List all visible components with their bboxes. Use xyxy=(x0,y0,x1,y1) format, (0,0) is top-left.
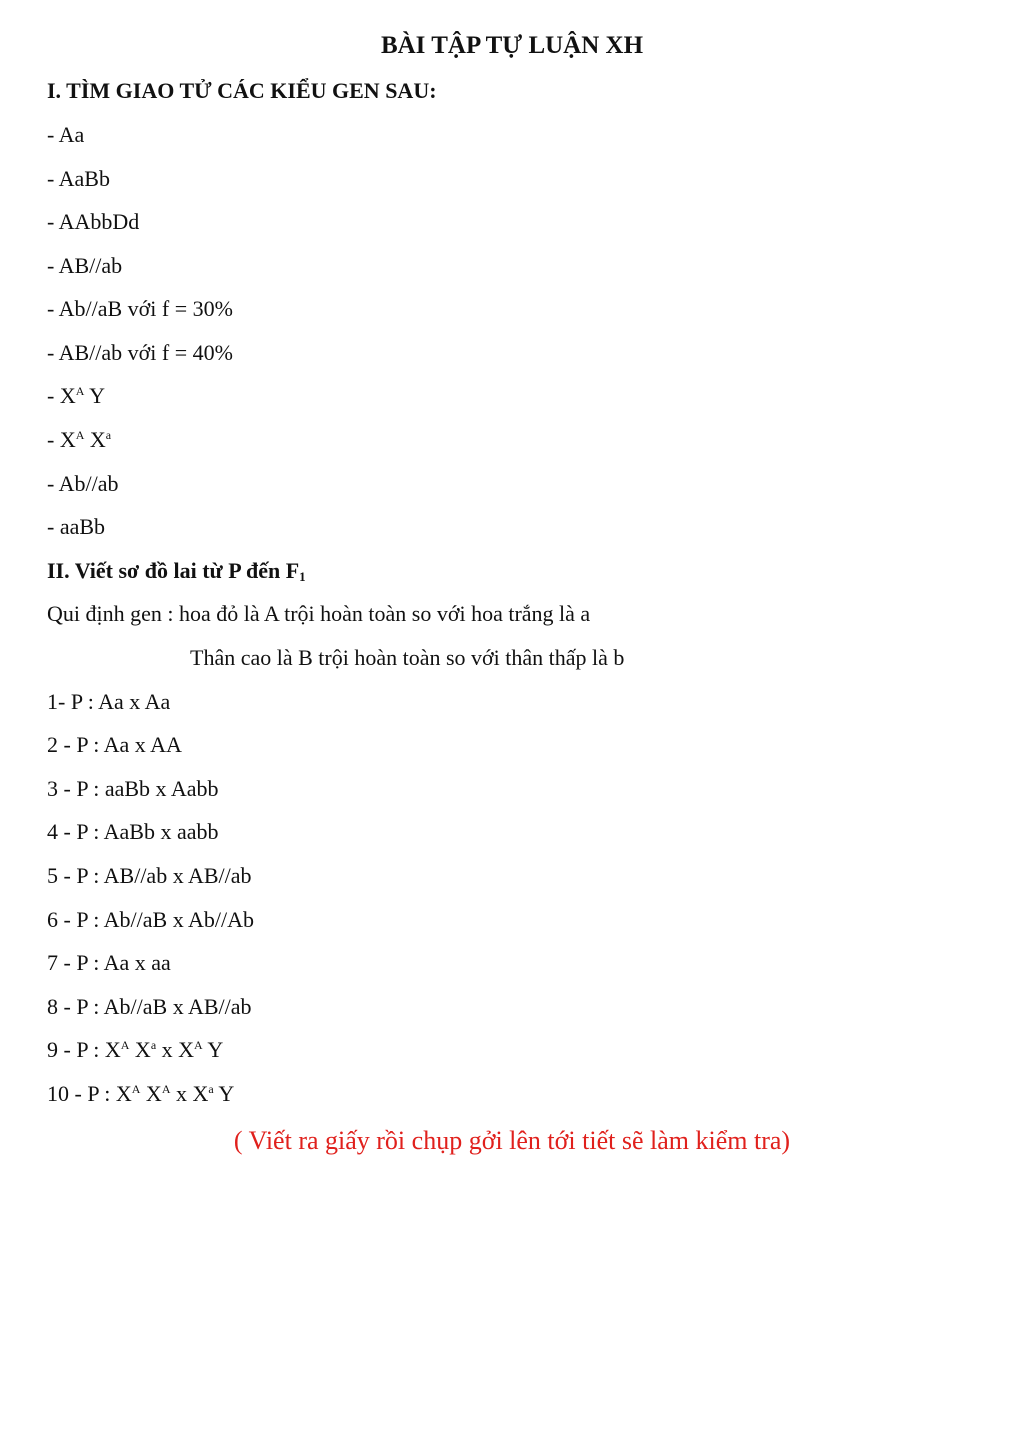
gamete-item-8 xyxy=(47,425,111,455)
cross-item-5: 5 - P : AB//ab x AB//ab xyxy=(47,863,252,888)
cross-item-9-sup1: A xyxy=(120,1038,130,1052)
section2-heading-main: II. Viết sơ đồ lai từ P đến F xyxy=(47,558,300,583)
section2-heading xyxy=(47,556,306,586)
cross-item-9-part3: x X xyxy=(156,1037,195,1062)
gamete-item-10: - aaBb xyxy=(47,514,106,539)
gamete-item-6: - AB//ab với f = 40% xyxy=(47,340,233,365)
section1-heading: I. TÌM GIAO TỬ CÁC KIỂU GEN SAU: xyxy=(47,78,437,103)
gamete-item-9: - Ab//ab xyxy=(47,471,119,496)
gamete-item-7 xyxy=(47,381,105,411)
cross-item-7: 7 - P : Aa x aa xyxy=(47,950,171,975)
gamete-item-8-prefix: - X xyxy=(47,427,76,452)
gamete-item-7-rest: Y xyxy=(84,383,105,408)
cross-item-2: 2 - P : Aa x AA xyxy=(47,732,182,757)
cross-item-3: 3 - P : aaBb x Aabb xyxy=(47,776,219,801)
cross-item-10-sup1: A xyxy=(131,1082,141,1096)
cross-item-10-part1: 10 - P : X xyxy=(47,1081,132,1106)
gene-rule-line-2: Thân cao là B trội hoàn toàn so với thân thấp là b xyxy=(190,645,625,670)
cross-item-10 xyxy=(47,1079,234,1109)
gamete-item-8-sup1: A xyxy=(75,428,85,442)
cross-item-10-part4: Y xyxy=(213,1081,235,1106)
cross-item-4: 4 - P : AaBb x aabb xyxy=(47,819,219,844)
gamete-item-5: - Ab//aB với f = 30% xyxy=(47,296,233,321)
gamete-item-8-mid: X xyxy=(84,427,106,452)
gamete-item-8-sup2: a xyxy=(105,428,112,442)
cross-item-9 xyxy=(47,1035,223,1065)
gamete-item-2: - AaBb xyxy=(47,166,110,191)
cross-item-10-part2: X xyxy=(140,1081,162,1106)
cross-item-9-part4: Y xyxy=(202,1037,224,1062)
gene-rule-line-1: Qui định gen : hoa đỏ là A trội hoàn toàn so với hoa trắng là a xyxy=(47,601,591,626)
cross-item-10-sup2: A xyxy=(161,1082,171,1096)
cross-item-9-sup2: a xyxy=(150,1038,157,1052)
section2-heading-sub: 1 xyxy=(299,569,306,584)
instruction-note: ( Viết ra giấy rồi chụp gởi lên tới tiết sẽ làm kiểm tra) xyxy=(233,1126,791,1155)
cross-item-1: 1- P : Aa x Aa xyxy=(47,689,171,714)
cross-item-9-sup3: A xyxy=(194,1038,203,1052)
cross-item-10-sup3: a xyxy=(208,1082,214,1096)
cross-item-9-part1: 9 - P : X xyxy=(47,1037,121,1062)
gamete-item-7-prefix: - X xyxy=(47,383,76,408)
gamete-item-3: - AAbbDd xyxy=(47,209,140,234)
gamete-item-7-sup: A xyxy=(75,384,85,398)
gamete-item-4: - AB//ab xyxy=(47,253,123,278)
gamete-item-1: - Aa xyxy=(47,122,85,147)
document-title: BÀI TẬP TỰ LUẬN XH xyxy=(380,32,644,59)
cross-item-6: 6 - P : Ab//aB x Ab//Ab xyxy=(47,907,254,932)
cross-item-9-part2: X xyxy=(129,1037,151,1062)
cross-item-8: 8 - P : Ab//aB x AB//ab xyxy=(47,994,252,1019)
cross-item-10-part3: x X xyxy=(170,1081,209,1106)
